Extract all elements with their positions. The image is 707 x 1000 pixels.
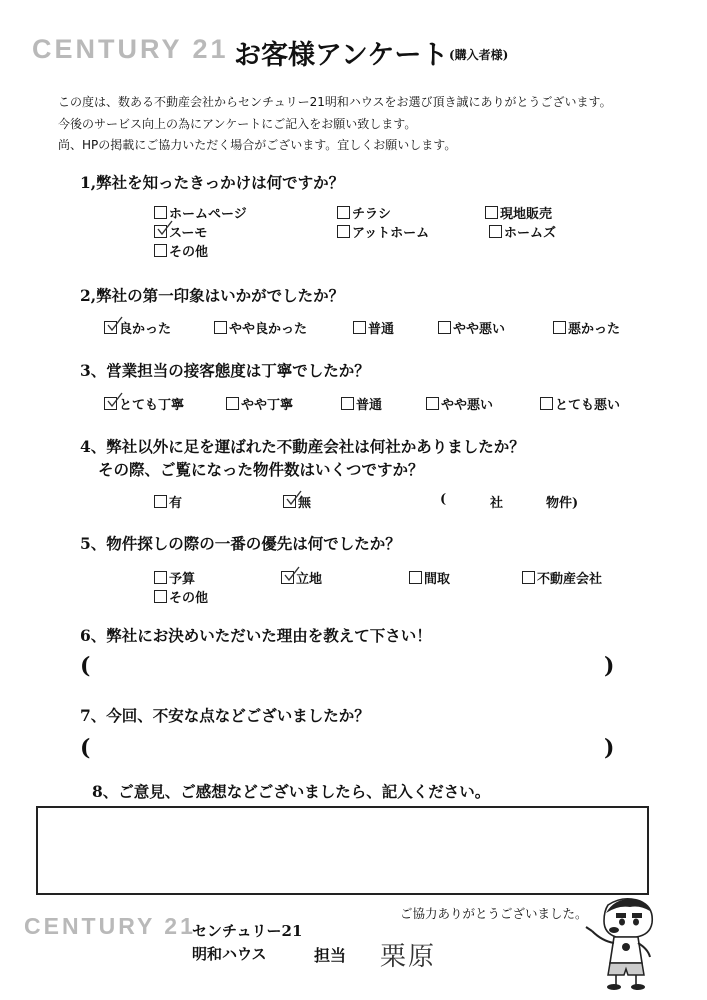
q3-option[interactable] [341, 394, 382, 413]
question-6: 6、弊社にお決めいただいた理由を教えて下さい！ [80, 626, 432, 645]
option-label: アットホーム [352, 226, 430, 241]
checkmark-icon [283, 566, 301, 584]
checkbox[interactable] [281, 571, 294, 584]
question-1: 1,弊社を知ったきっかけは何ですか？ [80, 173, 345, 192]
option-label: ホームズ [504, 226, 557, 241]
option-label: とても丁寧 [119, 398, 185, 413]
checkbox[interactable] [226, 397, 239, 410]
checkmark-icon [285, 490, 303, 508]
q1-option[interactable] [154, 222, 207, 241]
q6-paren-open: ( [80, 653, 91, 679]
option-label: 立地 [296, 572, 323, 587]
q4-unit-companies: 社 [490, 496, 504, 511]
option-label: ホームページ [169, 207, 247, 222]
checkmark-icon [106, 392, 124, 410]
checkbox[interactable] [154, 571, 167, 584]
intro-line: この度は、数ある不動産会社からセンチュリー21明和ハウスをお選び頂き誠にありがとうございます。 [58, 95, 612, 109]
option-label: 不動産会社 [537, 572, 603, 587]
option-label: スーモ [169, 226, 208, 241]
option-label: 良かった [119, 322, 172, 337]
q7-paren-open: ( [80, 735, 91, 761]
option-label: やや丁寧 [241, 398, 294, 413]
q6-paren-close: ) [604, 653, 615, 679]
question-4-sub: その際、ご覧になった物件数はいくつですか？ [98, 460, 424, 479]
q3-option[interactable] [226, 394, 293, 413]
checkbox[interactable] [341, 397, 354, 410]
thanks-message: ご協力ありがとうございました。 [400, 906, 588, 921]
checkmark-icon [156, 220, 174, 238]
option-label: 悪かった [568, 322, 621, 337]
option-label: その他 [169, 245, 209, 260]
checkbox[interactable] [214, 321, 227, 334]
checkbox[interactable] [104, 321, 117, 334]
option-label: チラシ [352, 207, 392, 222]
checkbox[interactable] [485, 206, 498, 219]
question-3: 3、営業担当の接客態度は丁寧でしたか？ [80, 361, 370, 380]
checkbox[interactable] [337, 225, 350, 238]
checkbox[interactable] [438, 321, 451, 334]
option-label: 予算 [169, 572, 196, 587]
q2-option[interactable] [438, 318, 505, 337]
q4-paren-open: ( [440, 492, 447, 507]
option-label: 普通 [356, 398, 383, 413]
q5-option[interactable] [522, 568, 602, 587]
q4-option[interactable] [154, 492, 182, 511]
option-label: 無 [298, 496, 312, 511]
option-label: 間取 [424, 572, 451, 587]
q2-option[interactable] [553, 318, 620, 337]
question-2: 2,弊社の第一印象はいかがでしたか？ [80, 286, 345, 305]
checkmark-icon [106, 316, 124, 334]
checkbox[interactable] [154, 495, 167, 508]
q3-option[interactable] [104, 394, 184, 413]
option-label: 有 [169, 496, 183, 511]
intro-line: 今後のサービス向上の為にアンケートにご記入をお願い致します。 [58, 116, 417, 131]
option-label: 現地販売 [500, 207, 553, 222]
checkbox[interactable] [353, 321, 366, 334]
q2-option[interactable] [353, 318, 394, 337]
q5-option[interactable] [154, 568, 195, 587]
question-4: 4、弊社以外に足を運ばれた不動産会社は何社かありましたか？ [80, 437, 525, 456]
q5-option[interactable] [281, 568, 322, 587]
intro-line: 尚、HPの掲載にご協力いただく場合がございます。宜しくお願いします。 [58, 138, 457, 152]
checkbox[interactable] [154, 225, 167, 238]
question-7: 7、今回、不安な点などございましたか？ [80, 706, 370, 725]
option-label: やや悪い [441, 398, 494, 413]
page-title: お客様アンケート [234, 40, 449, 71]
cartoon-character-illustration [578, 893, 673, 993]
option-label: 普通 [368, 322, 395, 337]
checkbox[interactable] [104, 397, 117, 410]
q1-option[interactable] [489, 222, 556, 241]
option-label: やや悪い [453, 322, 506, 337]
option-label: とても悪い [555, 398, 621, 413]
q4-option[interactable] [283, 492, 311, 511]
checkbox[interactable] [154, 590, 167, 603]
company-name: センチュリー21 [192, 922, 303, 940]
q6-answer-field[interactable] [104, 656, 594, 682]
checkbox[interactable] [337, 206, 350, 219]
page-subtitle: (購入者様) [449, 48, 509, 62]
q1-option[interactable] [485, 203, 552, 222]
q1-option[interactable] [337, 203, 391, 222]
checkbox[interactable] [426, 397, 439, 410]
checkbox[interactable] [522, 571, 535, 584]
q2-option[interactable] [214, 318, 307, 337]
option-label: やや良かった [229, 322, 308, 337]
staff-label: 担当 [314, 946, 347, 965]
checkbox[interactable] [283, 495, 296, 508]
q7-paren-close: ) [604, 735, 615, 761]
q3-option[interactable] [540, 394, 620, 413]
checkbox[interactable] [409, 571, 422, 584]
header-logo: CENTURY 21 [32, 34, 229, 64]
checkbox[interactable] [553, 321, 566, 334]
option-label: その他 [169, 591, 209, 606]
q7-answer-field[interactable] [104, 738, 594, 764]
company-branch: 明和ハウス [192, 945, 267, 963]
checkbox[interactable] [540, 397, 553, 410]
q4-unit-properties: 物件) [546, 496, 579, 511]
checkbox[interactable] [154, 206, 167, 219]
question-5: 5、物件探しの際の一番の優先は何でしたか？ [80, 534, 401, 553]
q1-option[interactable] [154, 241, 208, 260]
footer-logo: CENTURY 21 [24, 913, 196, 939]
q5-option[interactable] [154, 587, 208, 606]
q3-option[interactable] [426, 394, 493, 413]
q5-option[interactable] [409, 568, 450, 587]
q1-option[interactable] [337, 222, 429, 241]
checkbox[interactable] [154, 244, 167, 257]
checkbox[interactable] [489, 225, 502, 238]
q2-option[interactable] [104, 318, 171, 337]
question-8: 8、ご意見、ご感想などございましたら、記入ください。 [92, 782, 491, 801]
intro-text [58, 92, 612, 157]
staff-signature: 栗原 [380, 942, 437, 972]
comment-box[interactable] [36, 806, 649, 895]
